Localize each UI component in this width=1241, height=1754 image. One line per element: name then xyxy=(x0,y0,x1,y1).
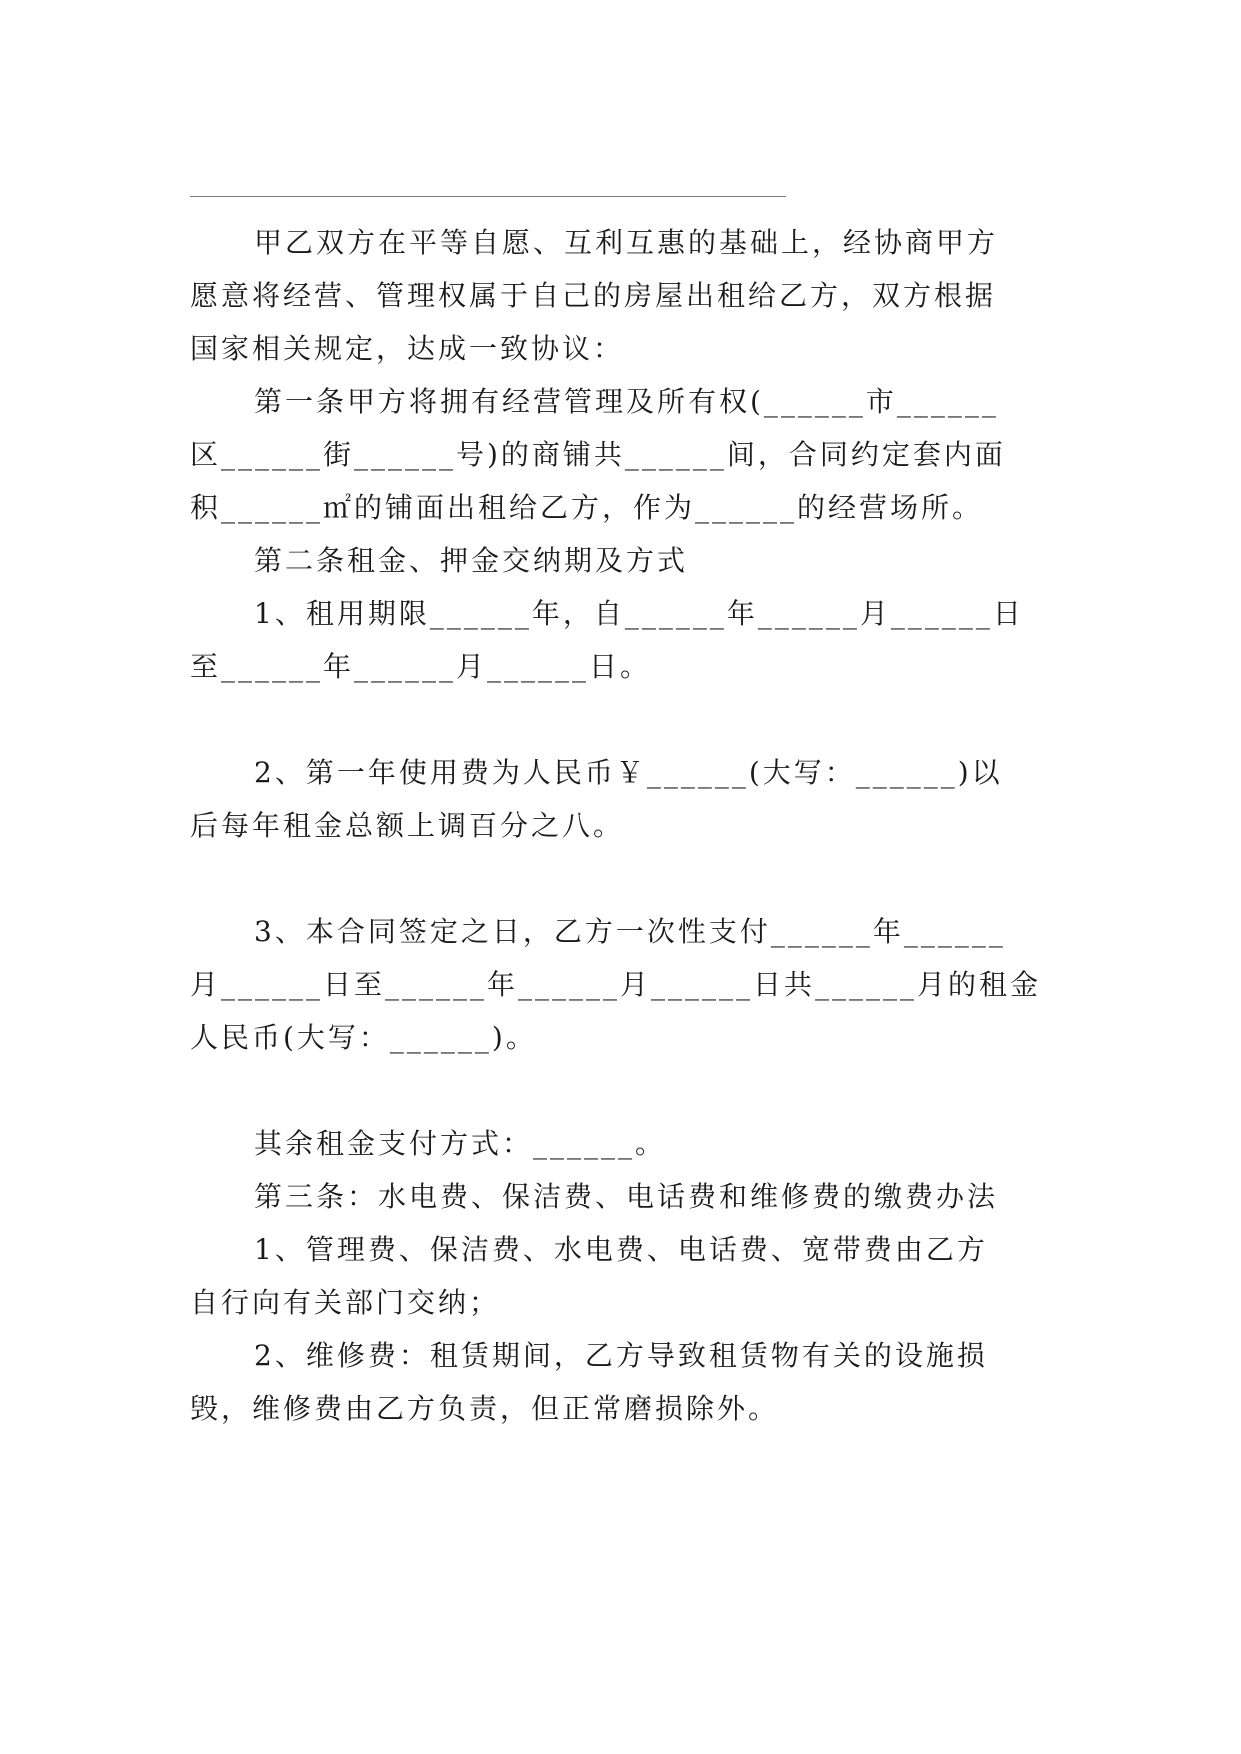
preamble-line-2: 愿意将经营、管理权属于自己的房屋出租给乙方，双方根据 xyxy=(190,279,997,312)
article-3-item-1-line-1: 1、管理费、保洁费、水电费、电话费、宽带费由乙方 xyxy=(254,1233,988,1266)
article-3-item-2-line-2: 毁，维修费由乙方负责，但正常磨损除外。 xyxy=(190,1392,780,1425)
article-2-item-1-line-1: 1、租用期限______年，自______年______月______日 xyxy=(254,597,1024,630)
article-2-item-2-line-2: 后每年租金总额上调百分之八。 xyxy=(190,809,625,842)
remaining-rent-payment-line: 其余租金支付方式：______。 xyxy=(254,1127,667,1160)
top-divider-line xyxy=(190,196,786,197)
article-2-heading: 第二条租金、押金交纳期及方式 xyxy=(254,544,689,577)
article-3-item-2-line-1: 2、维修费：租赁期间，乙方导致租赁物有关的设施损 xyxy=(254,1339,988,1372)
article-2-item-1-line-2: 至______年______月______日。 xyxy=(190,650,652,683)
article-2-item-3-line-2: 月______日至______年______月______日共______月的租金 xyxy=(190,968,1042,1001)
article-2-item-2-line-1: 2、第一年使用费为人民币￥______(大写：______)以 xyxy=(254,756,1003,789)
preamble-line-1: 甲乙双方在平等自愿、互利互惠的基础上，经协商甲方 xyxy=(254,226,999,259)
preamble-line-3: 国家相关规定，达成一致协议： xyxy=(190,332,625,365)
article-3-heading: 第三条：水电费、保洁费、电话费和维修费的缴费办法 xyxy=(254,1180,999,1213)
article-2-item-3-line-1: 3、本合同签定之日，乙方一次性支付______年______ xyxy=(254,915,1006,948)
article-1-line-1: 第一条甲方将拥有经营管理及所有权(______市______ xyxy=(254,385,999,418)
article-1-line-3: 积______㎡的铺面出租给乙方，作为______的经营场所。 xyxy=(190,491,984,524)
article-1-line-2: 区______街______号)的商铺共______间，合同约定套内面 xyxy=(190,438,1006,471)
article-2-item-3-line-3: 人民币(大写：______)。 xyxy=(190,1021,537,1054)
article-3-item-1-line-2: 自行向有关部门交纳； xyxy=(190,1286,501,1319)
